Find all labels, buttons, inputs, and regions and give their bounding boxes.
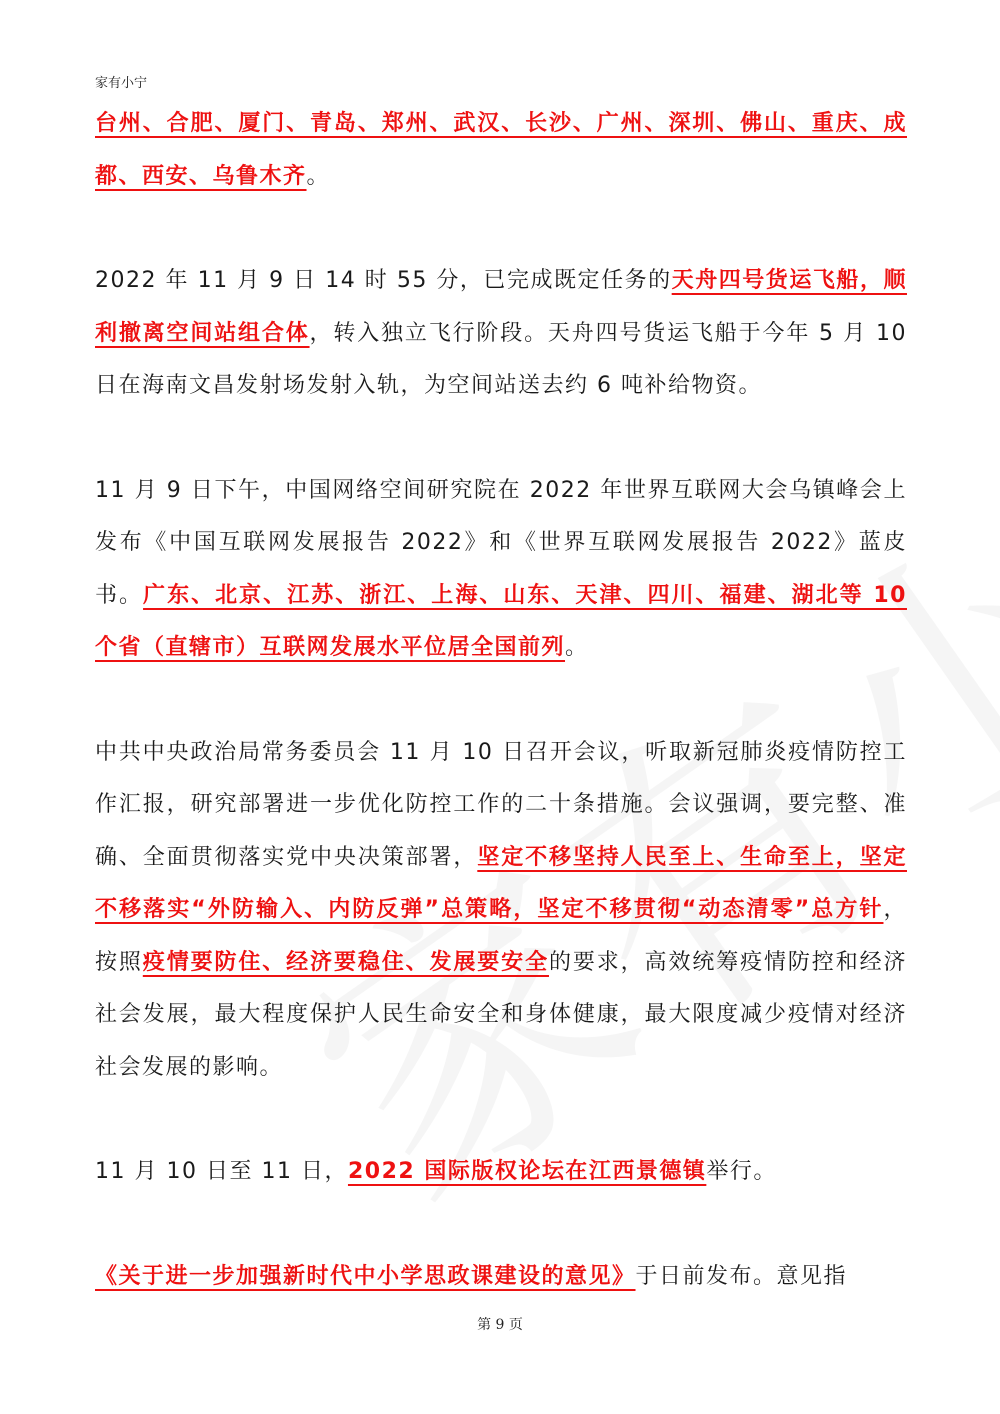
body-text: ，按照 [95, 897, 907, 975]
highlighted-text: 广东、北京、江苏、浙江、上海、山东、天津、四川、福建、湖北等 10 个省（直辖市）互联网发展水平位居全国前列 [95, 582, 907, 660]
body-text: 于日前发布。意见指 [635, 1263, 848, 1289]
body-text: 2022 年 11 月 9 日 14 时 55 分，已完成既定任务的 [95, 268, 672, 293]
paragraph [95, 1251, 907, 1304]
document-body [95, 98, 907, 1355]
body-text: 。 [306, 163, 331, 189]
body-text: 。 [565, 635, 589, 660]
paragraph [95, 255, 907, 413]
body-text: 中共中央政治局常务委员会 11 月 10 日召开会议，听取新冠肺炎疫情防控工作汇报，研究部署进一步优化防控工作的二十条措施。会议强调，要完整、准确、全面贯彻落实党中央决策部署， [95, 739, 907, 870]
highlighted-text: 疫情要防住、经济要稳住、发展要安全 [142, 949, 549, 975]
highlighted-text: 《关于进一步加强新时代中小学思政课建设的意见》 [95, 1263, 636, 1289]
paragraph [95, 727, 907, 1095]
body-text: ，转入独立飞行阶段。天舟四号货运飞船于今年 5 月 10 日在海南文昌发射场发射入轨，为空间站送去约 6 吨补给物资。 [95, 320, 907, 398]
highlighted-text: 天舟四号货运飞船，顺利撤离空间站组合体 [95, 268, 907, 346]
body-text: 的要求，高效统筹疫情防控和经济社会发展，最大程度保护人民生命安全和身体健康，最大限度减少疫情对经济社会发展的影响。 [95, 949, 907, 1080]
page-header: 家有小宁 [95, 76, 148, 91]
page-number: 第 9 页 [477, 1317, 523, 1333]
highlighted-text: 2022 国际版权论坛在江西景德镇 [347, 1159, 707, 1184]
body-text: 举行。 [706, 1159, 777, 1184]
highlighted-text: 坚定不移坚持人民至上、生命至上，坚定不移落实“外防输入、内防反弹”总策略，坚定不移贯彻“动态清零”总方针 [95, 844, 907, 922]
paragraph [95, 1146, 907, 1199]
paragraph [95, 465, 907, 675]
body-text: 11 月 9 日下午，中国网络空间研究院在 2022 年世界互联网大会乌镇峰会上发布《中国互联网发展报告 2022》和《世界互联网发展报告 2022》蓝皮书。 [95, 477, 907, 608]
paragraph [95, 98, 907, 203]
highlighted-text: 台州、合肥、厦门、青岛、郑州、武汉、长沙、广州、深圳、佛山、重庆、成都、西安、乌鲁木齐 [95, 111, 907, 189]
body-text: 11 月 10 日至 11 日， [95, 1159, 348, 1184]
